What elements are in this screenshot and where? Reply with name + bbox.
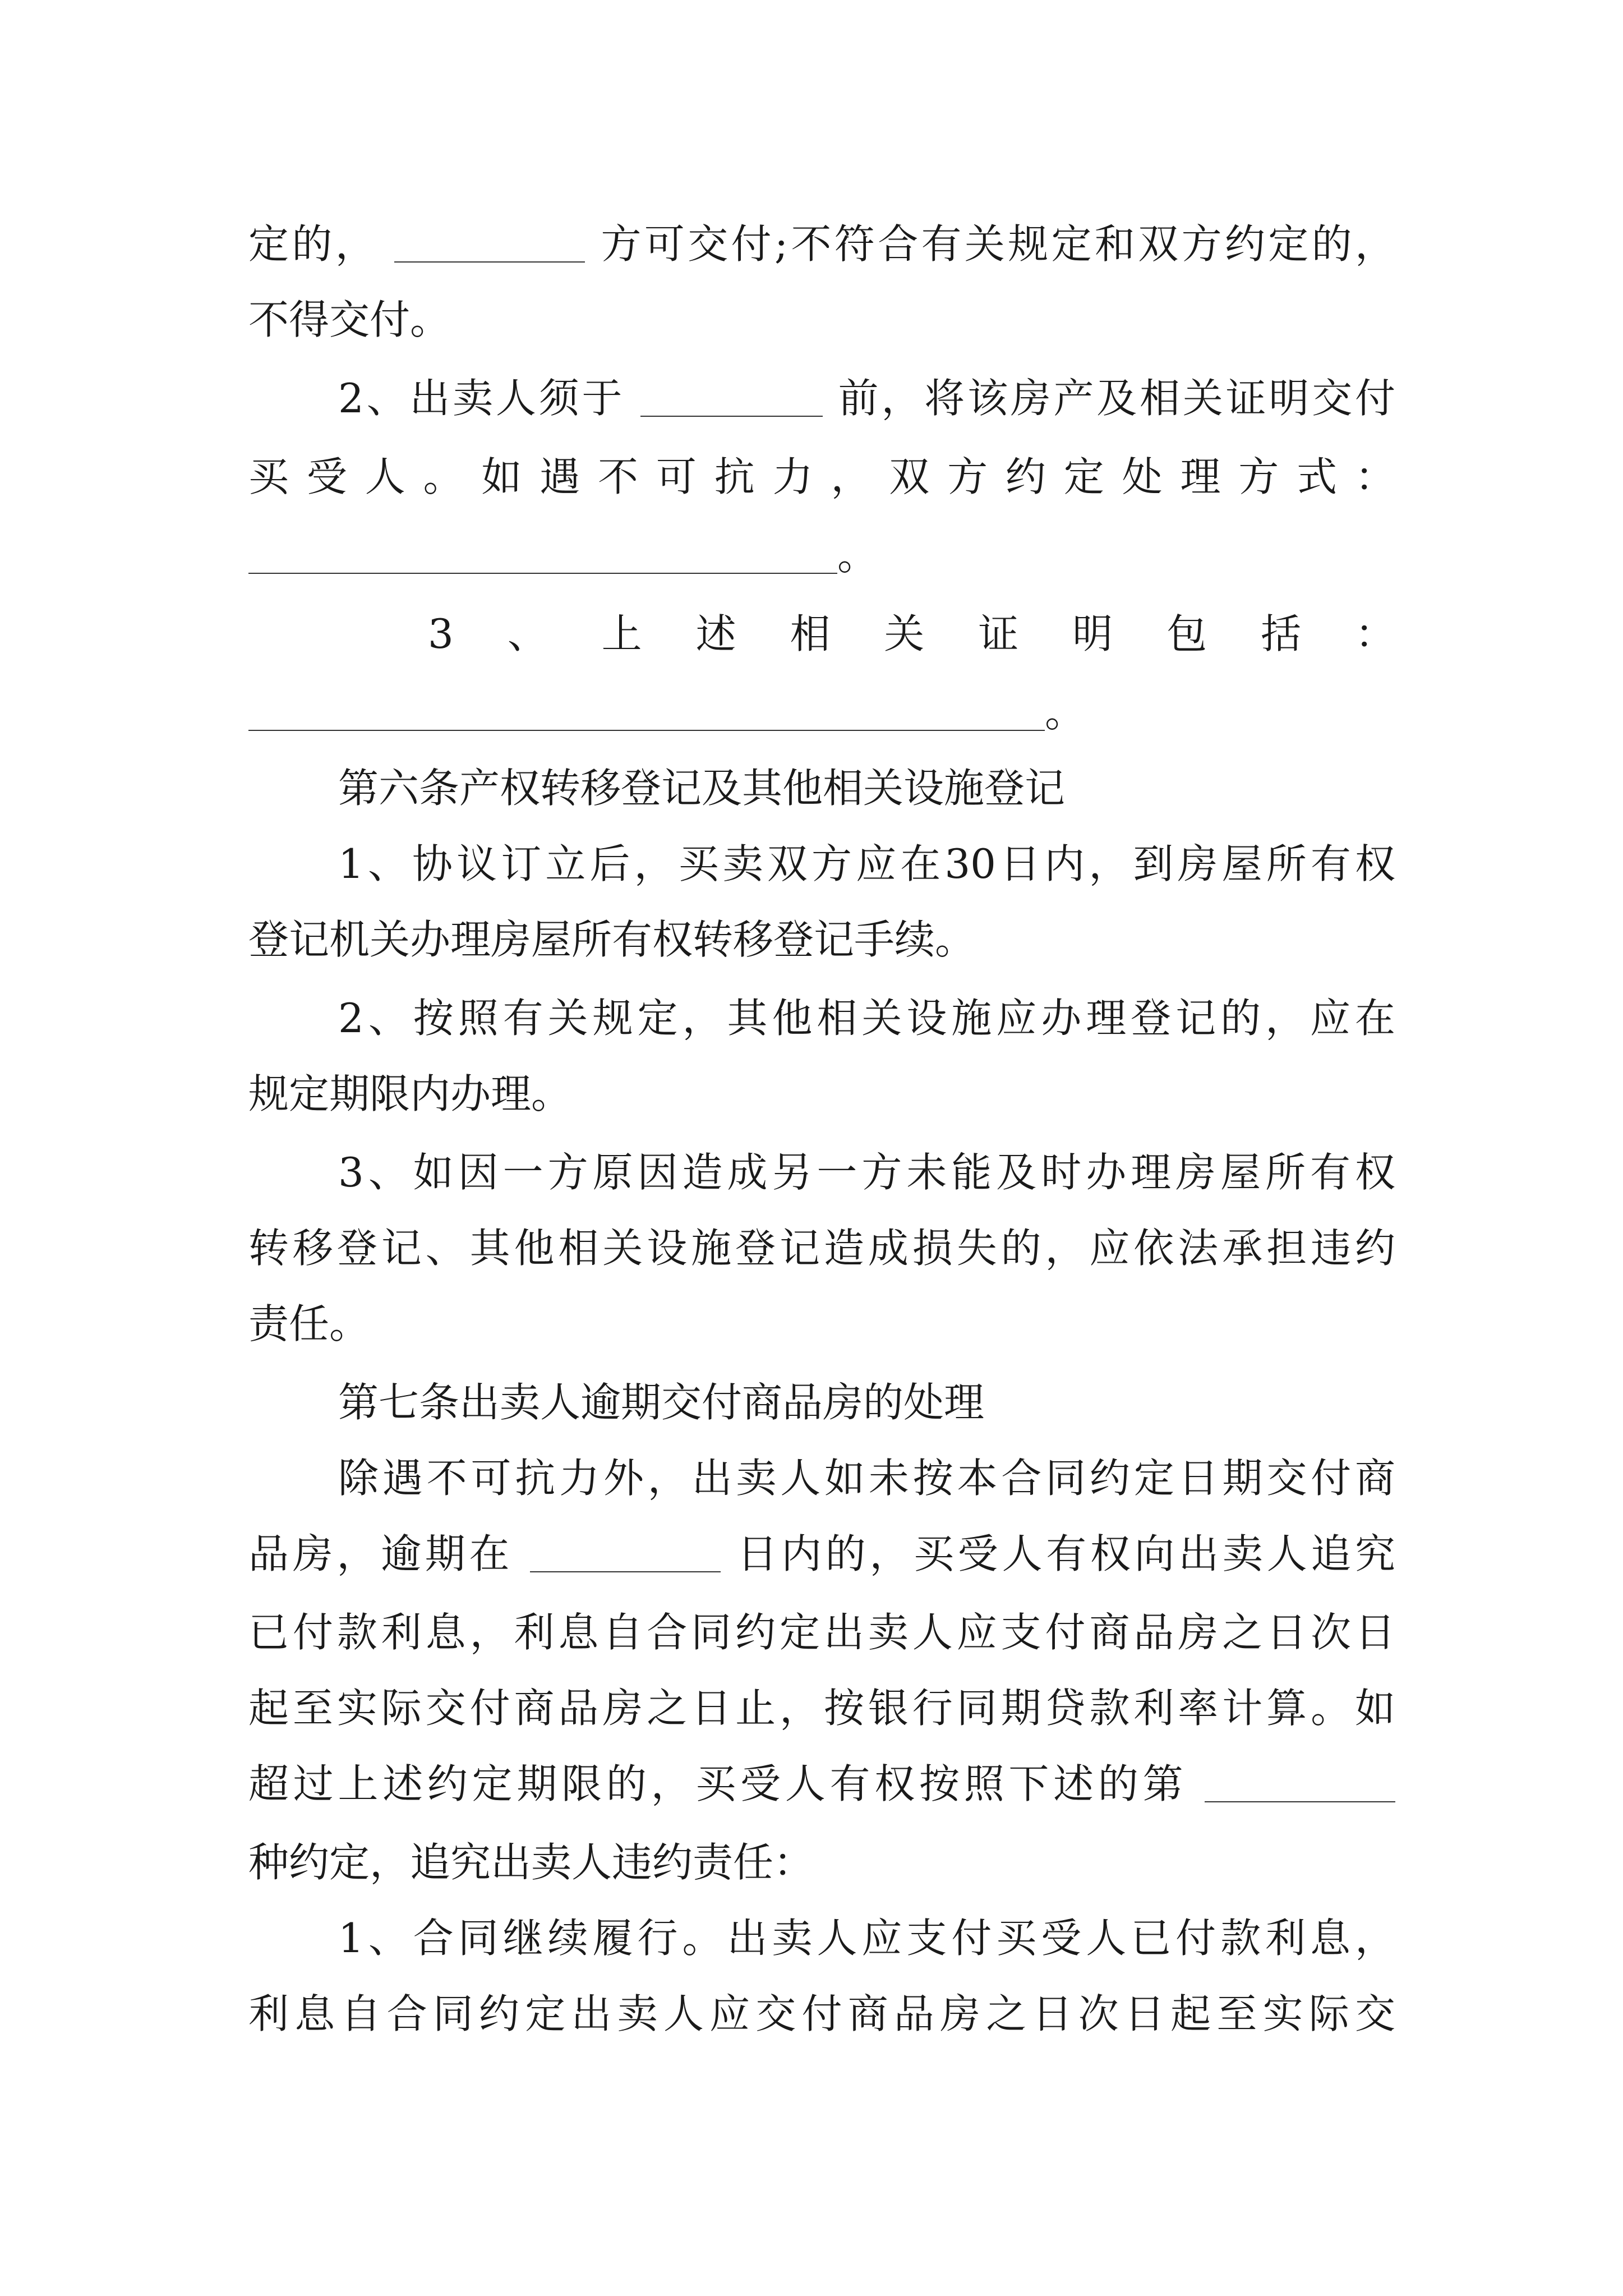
fill-in-blank [394, 221, 585, 263]
text-fragment: 定的， [248, 220, 379, 268]
text-fragment: 日内的，买受人有权向出卖人追究 [737, 1530, 1395, 1577]
text-line-23: 1、合同继续履行。出卖人应支付买受人已付款利息， [338, 1915, 1395, 1962]
fill-in-blank [248, 532, 837, 574]
text-line-19: 已付款利息，利息自合同约定出卖人应支付商品房之日次日 [248, 1609, 1395, 1656]
text-fragment: 。 [837, 532, 878, 579]
section-heading-6: 第六条产权转移登记及其他相关设施登记 [338, 765, 1066, 812]
text-line-7 [248, 673, 1395, 752]
text-fragment: 品房，逾期在 [248, 1530, 514, 1577]
text-fragment: 。 [1045, 689, 1086, 736]
text-line-9: 1、协议订立后，买卖双方应在30日内，到房屋所有权 [338, 840, 1395, 887]
text-fragment: 前，将该房产及相关证明交付 [838, 375, 1395, 422]
text-fragment: 2、出卖人须于 [338, 375, 625, 422]
text-line-17: 除遇不可抗力外，出卖人如未按本合同约定日期交付商 [338, 1455, 1395, 1502]
text-line-24: 利息自合同约定出卖人应交付商品房之日次日起至实际交 [248, 1990, 1395, 2037]
fill-in-blank [1205, 1761, 1395, 1802]
text-line-12: 规定期限内办理。 [248, 1070, 572, 1117]
text-line-20: 起至实际交付商品房之日止，按银行同期贷款利率计算。如 [248, 1685, 1395, 1732]
text-line-5 [248, 516, 1395, 595]
text-line-11: 2、按照有关规定，其他相关设施应办理登记的，应在 [338, 995, 1395, 1042]
text-line-2: 不得交付。 [248, 296, 451, 343]
text-line-21 [248, 1745, 1395, 1823]
fill-in-blank [248, 689, 1045, 731]
text-line-1 [248, 205, 1395, 283]
fill-in-blank [640, 375, 823, 417]
text-line-14: 转移登记、其他相关设施登记造成损失的，应依法承担违约 [248, 1225, 1395, 1272]
text-line-18 [248, 1515, 1395, 1593]
text-line-15: 责任。 [248, 1300, 370, 1347]
text-line-22: 种约定，追究出卖人违约责任： [248, 1839, 814, 1886]
text-line-6: 3、上述相关证明包括： [428, 610, 1395, 657]
text-line-13: 3、如因一方原因造成另一方未能及时办理房屋所有权 [338, 1149, 1395, 1196]
text-line-4: 买受人。如遇不可抗力，双方约定处理方式： [248, 453, 1395, 500]
text-line-3 [248, 359, 1395, 438]
section-heading-7: 第七条出卖人逾期交付商品房的处理 [338, 1379, 985, 1426]
text-line-10: 登记机关办理房屋所有权转移登记手续。 [248, 916, 976, 963]
fill-in-blank [530, 1531, 721, 1572]
text-fragment: 超过上述约定期限的，买受人有权按照下述的第 [248, 1760, 1188, 1807]
text-fragment: 方可交付;不符合有关规定和双方约定的， [601, 220, 1395, 268]
